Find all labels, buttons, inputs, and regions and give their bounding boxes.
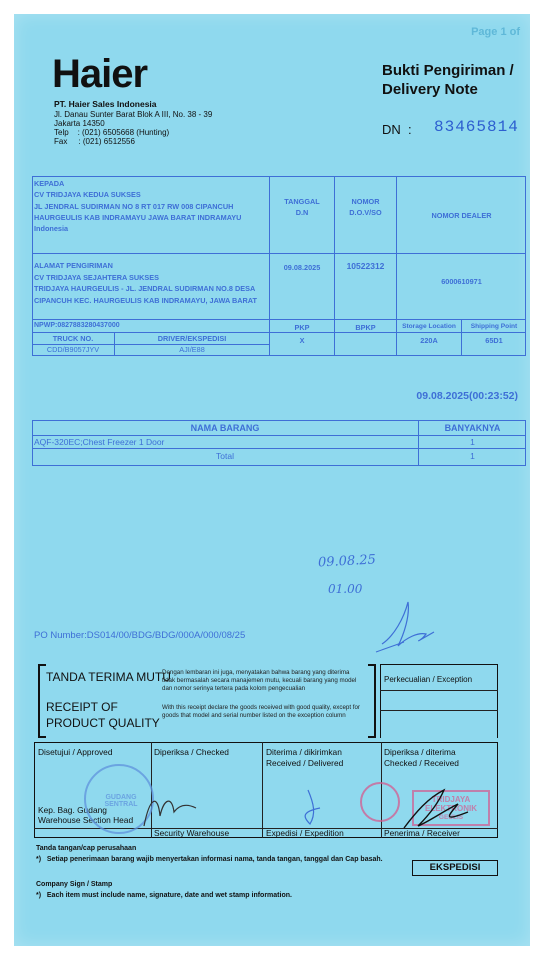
shipping-line-1: CV TRIDJAYA SEJAHTERA SUKSES [34, 272, 160, 282]
sig-received-footer: Penerima / Receiver [384, 828, 460, 838]
note-line-1: Tanda tangan/cap perusahaan [36, 845, 137, 852]
dealer-header: NOMOR DEALER [431, 211, 492, 220]
truck-header: TRUCK NO. [52, 334, 94, 343]
title-line-2: Delivery Note [382, 80, 478, 98]
note-line-3: Company Sign / Stamp [36, 880, 113, 888]
shipping-heading: ALAMAT PENGIRIMAN [34, 261, 113, 270]
nomor-header [335, 196, 396, 219]
receiver-signature [398, 782, 478, 834]
receipt-right-bracket [368, 664, 376, 738]
recipient-address [34, 178, 268, 234]
dn-date: 09.08.2025 [283, 263, 321, 272]
tanggal-label: TANGGAL [284, 197, 320, 206]
divider [380, 690, 498, 691]
total-value: 1 [470, 451, 475, 461]
company-phone: Telp : (021) 6505668 (Hunting) [54, 128, 170, 138]
spacer [36, 866, 383, 880]
exception-label: Perkecualian / Exception [384, 675, 473, 684]
document-title [382, 62, 514, 100]
tanggal-header [270, 196, 334, 219]
item-row-name: AQF-320EC;Chest Freezer 1 Door [34, 437, 165, 447]
pkp-value: X [299, 336, 305, 345]
haier-logo: Haier [52, 52, 148, 96]
geulis-stamp-text: GEULIS [438, 813, 464, 821]
storage-value: 220A [420, 336, 438, 345]
shipping-point-header: Shipping Point [470, 323, 518, 330]
nomor-label: NOMOR [351, 197, 380, 206]
sig-approved-footer: Kep. Bag. Gudang Warehouse Section Head [38, 805, 134, 825]
notes [36, 844, 383, 901]
sig-received-title: Diperiksa / diterima Checked / Received [384, 747, 459, 768]
signature-scribble [374, 596, 444, 658]
dn-label: DN : [382, 122, 412, 137]
tridjaya-stamp-text: TRIDJAYA ELEKTRONIK [425, 795, 477, 813]
total-label: Total [216, 451, 234, 461]
receipt-quality-title: RECEIPT OF PRODUCT QUALITY [46, 700, 160, 730]
shipping-point-value: 65D1 [485, 336, 503, 345]
recipient-line-3: HAURGEULIS KAB INDRAMAYU JAWA BARAT INDRAMAYU [34, 212, 242, 222]
driver-header: DRIVER/EKSPEDISI [157, 334, 227, 343]
shipping-line-3: CIPANCUH KEC. HAURGEULIS KAB INDRAMAYU, JAWA BARAT [34, 296, 257, 306]
tanda-terima-text: Dengan lembaran ini juga, menyatakan bahwa barang yang diterima tidak bermasalah secara manajemen mutu, kecuali barang yang model dan nomor serinya tertera pada kolom pengecualian [162, 669, 357, 693]
nomor-do-label: D.O.V/SO [349, 208, 382, 218]
company-fax: Fax : (021) 6512556 [54, 137, 135, 147]
do-number: 10522312 [346, 261, 385, 271]
approved-signature [140, 786, 200, 830]
divider [262, 742, 263, 838]
bpkp-header: BPKP [355, 323, 376, 332]
sig-delivered-title: Diterima / dikirimkan Received / Delivered [266, 747, 344, 768]
recipient-line-4: Indonesia [34, 224, 69, 234]
dealer-number: 6000610971 [441, 277, 482, 286]
note-line-4: *) Each item must include name, signature, date and wet stamp information. [36, 891, 292, 899]
recipient-line-2: JL JENDRAL SUDIRMAN NO 8 RT 017 RW 008 CIPANCUH [34, 201, 234, 211]
recipient-line-1: CV TRIDJAYA KEDUA SUKSES [34, 190, 141, 200]
recipient-heading: KEPADA [34, 179, 65, 188]
handwritten-date: 09.08.25 [317, 552, 377, 571]
item-name-header: NAMA BARANG [190, 423, 260, 433]
handwritten-time: 01.00 [328, 582, 363, 596]
expedition-signature [290, 784, 334, 828]
shipping-address [34, 260, 268, 307]
geulis-stamp [360, 782, 400, 822]
shipping-line-2: TRIDJAYA HAURGEULIS - JL. JENDRAL SUDIRMAN NO.8 DESA [34, 284, 256, 294]
truck-number: CDD/B9057JYV [46, 345, 100, 354]
receipt-quality-text: With this receipt declare the goods received with good quality, except for goods that model and serial number listed on the exception column [162, 704, 360, 720]
title-line-1: Bukti Pengiriman / [382, 62, 514, 79]
po-number: PO Number:DS014/00/BDG/BDG/000A/000/08/25 [34, 630, 246, 641]
sig-delivered-footer: Expedisi / Expedition [266, 828, 344, 838]
sig-checked-title: Diperiksa / Checked [154, 747, 229, 757]
item-row-qty: 1 [470, 437, 475, 447]
company-name: PT. Haier Sales Indonesia [54, 99, 157, 109]
dn-number: 83465814 [434, 118, 519, 136]
tanggal-dn-label: D.N [295, 208, 309, 218]
page-indicator: Page 1 of [471, 26, 520, 38]
company-info [54, 100, 212, 147]
company-address-2: Jakarta 14350 [54, 118, 105, 128]
sig-checked-footer: Security Warehouse [154, 828, 230, 838]
tanda-terima-title: TANDA TERIMA MUTU [46, 670, 171, 684]
storage-header: Storage Location [402, 323, 456, 330]
receipt-left-bracket [38, 664, 46, 738]
item-qty-header: BANYAKNYA [444, 423, 501, 433]
divider [380, 710, 498, 711]
ekspedisi-label: EKSPEDISI [429, 862, 481, 873]
warehouse-stamp-text: GUDANG SENTRAL [104, 794, 138, 808]
driver-value: AJI/E88 [179, 345, 205, 354]
npwp: NPWP:0827883280437000 [34, 322, 120, 329]
company-address-1: Jl. Danau Sunter Barat Blok A III, No. 38 - 39 [54, 109, 213, 119]
pkp-header: PKP [294, 323, 310, 332]
sig-approved-title: Disetujui / Approved [38, 747, 113, 757]
note-line-2: *) Setiap penerimaan barang wajib menyertakan informasi nama, tanda tangan, tanggal dan Cap basah. [36, 855, 383, 863]
ekspedisi-box [412, 860, 498, 876]
delivery-note-sheet [14, 14, 530, 946]
print-timestamp: 09.08.2025(00:23:52) [416, 390, 518, 402]
